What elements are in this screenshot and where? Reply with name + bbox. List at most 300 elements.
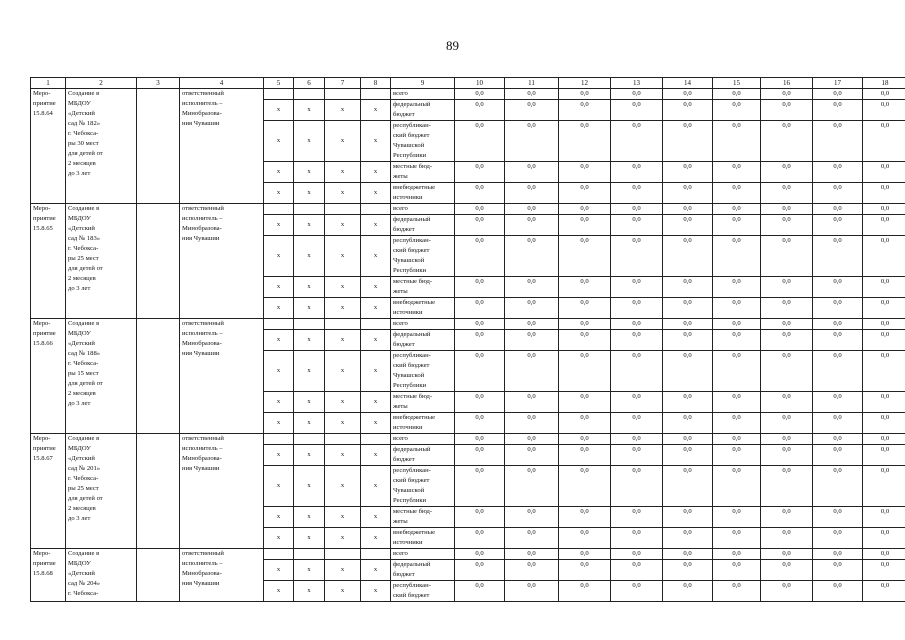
classification-mark: х [294,236,325,277]
value-cell: 0,0 [455,507,505,528]
funding-source-line: местные бюд- [393,278,433,285]
classification-mark: х [264,236,294,277]
value-cell: 0,0 [761,298,813,319]
event-code-line: 15.8.68 [33,570,53,577]
value-cell: 0,0 [761,319,813,330]
classification-mark [361,549,391,560]
funding-source-line: источники [393,539,423,546]
funding-source-line: местные бюд- [393,163,433,170]
value-cell: 0,0 [559,445,611,466]
value-cell: 0,0 [863,162,905,183]
value-cell: 0,0 [559,560,611,581]
funding-source [391,392,455,413]
event-executor [180,434,264,549]
value-cell: 0,0 [559,507,611,528]
page-number: 89 [446,38,459,53]
event-name-line: до 3 лет [68,285,91,292]
classification-mark: х [294,351,325,392]
value-cell: 0,0 [559,277,611,298]
funding-source-line: Чувашской [393,487,425,494]
event-executor-line: Минобразова- [182,340,222,347]
column-header-3: 3 [137,78,180,89]
event-executor-line: ния Чувашии [182,120,220,127]
classification-mark: х [294,162,325,183]
funding-source-line: республикан- [393,467,431,474]
value-cell: 0,0 [663,413,713,434]
funding-source [391,351,455,392]
event-executor-line: исполнитель – [182,100,223,107]
funding-source [391,121,455,162]
classification-mark: х [264,466,294,507]
funding-source-line: источники [393,424,423,431]
event-executor-line: ответственный [182,320,224,327]
value-cell: 0,0 [761,392,813,413]
funding-source-line: республикан- [393,582,431,589]
value-cell: 0,0 [505,319,559,330]
value-cell: 0,0 [713,89,761,100]
event-name-line: МБДОУ [68,445,91,452]
classification-mark: х [264,413,294,434]
value-cell: 0,0 [559,215,611,236]
event-code [31,204,66,319]
classification-mark [294,434,325,445]
funding-source-line: всего [393,550,408,557]
event-code-line: приятие [33,330,56,337]
event-name-line: Создание в [68,90,100,97]
funding-source-line: местные бюд- [393,508,433,515]
value-cell: 0,0 [813,298,863,319]
classification-mark: х [264,215,294,236]
value-cell: 0,0 [505,507,559,528]
value-cell: 0,0 [813,560,863,581]
value-cell: 0,0 [761,89,813,100]
value-cell: 0,0 [663,215,713,236]
value-cell: 0,0 [813,121,863,162]
value-cell: 0,0 [505,351,559,392]
value-cell: 0,0 [505,581,559,602]
value-cell: 0,0 [663,330,713,351]
event-executor-line: ответственный [182,205,224,212]
value-cell: 0,0 [663,204,713,215]
value-cell: 0,0 [455,298,505,319]
value-cell: 0,0 [761,581,813,602]
event-name-line: ры 30 мест [68,140,99,147]
value-cell: 0,0 [559,89,611,100]
value-cell: 0,0 [611,298,663,319]
event-name-line: Создание в [68,205,100,212]
funding-source-line: источники [393,309,423,316]
value-cell: 0,0 [559,236,611,277]
value-cell: 0,0 [663,183,713,204]
classification-mark: х [325,581,361,602]
funding-source-line: федеральный [393,101,431,108]
value-cell: 0,0 [761,330,813,351]
value-cell: 0,0 [863,507,905,528]
classification-mark [264,204,294,215]
event-name-line: МБДОУ [68,215,91,222]
event-name-line: 2 месяцев [68,505,96,512]
funding-source-line: жеты [393,518,408,525]
column-header-1: 1 [31,78,66,89]
event-executor [180,319,264,434]
classification-mark: х [294,215,325,236]
value-cell: 0,0 [863,183,905,204]
value-cell: 0,0 [761,434,813,445]
event-name-line: «Детский [68,340,95,347]
event-name-line: «Детский [68,225,95,232]
classification-mark: х [325,351,361,392]
value-cell: 0,0 [713,298,761,319]
event-name-line: г. Чебокса- [68,130,99,137]
event-executor-line: исполнитель – [182,445,223,452]
classification-mark: х [361,351,391,392]
event-name-line: сад № 204» [68,580,101,587]
value-cell: 0,0 [863,413,905,434]
event-name-line: до 3 лет [68,515,91,522]
value-cell: 0,0 [761,507,813,528]
event-name-line: ры 25 мест [68,485,99,492]
value-cell: 0,0 [559,581,611,602]
funding-source [391,89,455,100]
event-name-line: для детей от [68,150,103,157]
funding-source-line: всего [393,320,408,327]
event-code-line: приятие [33,560,56,567]
value-cell: 0,0 [505,277,559,298]
value-cell: 0,0 [663,277,713,298]
column-header-6: 6 [294,78,325,89]
event-name [66,319,137,434]
event-executor-line: Минобразова- [182,225,222,232]
value-cell: 0,0 [559,528,611,549]
value-cell: 0,0 [505,162,559,183]
value-cell: 0,0 [761,215,813,236]
funding-source-line: федеральный [393,561,431,568]
value-cell: 0,0 [455,319,505,330]
value-cell: 0,0 [559,351,611,392]
event-name-line: сад № 188» [68,350,101,357]
value-cell: 0,0 [611,581,663,602]
classification-mark: х [264,330,294,351]
table-row [31,89,905,100]
event-name-line: 2 месяцев [68,390,96,397]
funding-source-line: ский бюджет [393,592,430,599]
event-code-line: приятие [33,445,56,452]
value-cell: 0,0 [813,466,863,507]
value-cell: 0,0 [663,100,713,121]
value-cell: 0,0 [713,549,761,560]
classification-mark: х [264,183,294,204]
value-cell: 0,0 [813,528,863,549]
event-code-line: Меро- [33,435,51,442]
value-cell: 0,0 [505,236,559,277]
classification-mark: х [325,445,361,466]
value-cell: 0,0 [663,549,713,560]
column-header-15: 15 [713,78,761,89]
value-cell: 0,0 [505,215,559,236]
value-cell: 0,0 [713,507,761,528]
classification-mark: х [294,183,325,204]
value-cell: 0,0 [505,413,559,434]
classification-mark: х [264,100,294,121]
event-code-line: 15.8.67 [33,455,53,462]
classification-mark: х [361,298,391,319]
value-cell: 0,0 [455,560,505,581]
funding-source-line: жеты [393,173,408,180]
classification-mark: х [264,560,294,581]
event-name-line: Создание в [68,435,100,442]
value-cell: 0,0 [455,121,505,162]
value-cell: 0,0 [863,298,905,319]
budget-table [30,77,905,602]
value-cell: 0,0 [813,330,863,351]
funding-source-line: жеты [393,403,408,410]
value-cell: 0,0 [505,560,559,581]
event-name-line: «Детский [68,570,95,577]
value-cell: 0,0 [611,215,663,236]
value-cell: 0,0 [559,319,611,330]
event-name-line: до 3 лет [68,170,91,177]
event-name-line: до 3 лет [68,400,91,407]
column-header-12: 12 [559,78,611,89]
classification-mark: х [361,100,391,121]
classification-mark [294,549,325,560]
event-executor [180,89,264,204]
event-name-line: для детей от [68,265,103,272]
funding-source-line: республикан- [393,237,431,244]
event-name-line: Создание в [68,550,100,557]
value-cell: 0,0 [663,445,713,466]
value-cell: 0,0 [611,204,663,215]
value-cell: 0,0 [713,581,761,602]
value-cell: 0,0 [813,183,863,204]
event-name-line: «Детский [68,455,95,462]
value-cell: 0,0 [863,434,905,445]
funding-source-line: бюджет [393,341,415,348]
funding-source-line: внебюджетные [393,184,436,191]
funding-source-line: федеральный [393,216,431,223]
value-cell: 0,0 [713,204,761,215]
value-cell: 0,0 [713,100,761,121]
funding-source [391,100,455,121]
event-name-line: МБДОУ [68,560,91,567]
value-cell: 0,0 [663,581,713,602]
event-name-line: ры 25 мест [68,255,99,262]
value-cell: 0,0 [813,434,863,445]
event-executor-line: ответственный [182,90,224,97]
value-cell: 0,0 [813,100,863,121]
value-cell: 0,0 [761,121,813,162]
classification-mark: х [325,183,361,204]
event-executor-line: исполнитель – [182,330,223,337]
value-cell: 0,0 [505,121,559,162]
column-header-11: 11 [505,78,559,89]
value-cell: 0,0 [713,528,761,549]
value-cell: 0,0 [611,162,663,183]
funding-source-line: бюджет [393,571,415,578]
value-cell: 0,0 [559,549,611,560]
funding-source [391,277,455,298]
classification-mark: х [294,277,325,298]
value-cell: 0,0 [813,549,863,560]
table-body [31,78,905,602]
classification-mark [264,434,294,445]
event-code-line: 15.8.66 [33,340,53,347]
event-code [31,434,66,549]
value-cell: 0,0 [713,330,761,351]
event-executor [180,204,264,319]
value-cell: 0,0 [761,413,813,434]
value-cell: 0,0 [559,183,611,204]
value-cell: 0,0 [505,392,559,413]
classification-mark: х [325,330,361,351]
classification-mark: х [361,528,391,549]
event-code [31,319,66,434]
event-name-line: МБДОУ [68,330,91,337]
classification-mark: х [294,392,325,413]
classification-mark: х [264,581,294,602]
value-cell: 0,0 [455,413,505,434]
funding-source [391,162,455,183]
event-code-line: 15.8.65 [33,225,53,232]
value-cell: 0,0 [863,121,905,162]
value-cell: 0,0 [559,434,611,445]
event-name [66,204,137,319]
value-cell: 0,0 [663,162,713,183]
column-header-13: 13 [611,78,663,89]
classification-mark [264,319,294,330]
classification-mark [361,319,391,330]
event-name-line: сад № 183» [68,235,101,242]
funding-source-line: жеты [393,288,408,295]
funding-source [391,528,455,549]
table-row [31,549,905,560]
classification-mark: х [294,466,325,507]
value-cell: 0,0 [455,236,505,277]
funding-source-line: Чувашской [393,372,425,379]
funding-source-line: Республики [393,152,427,159]
classification-mark: х [325,392,361,413]
classification-mark: х [325,560,361,581]
value-cell: 0,0 [611,121,663,162]
classification-mark: х [361,330,391,351]
value-cell: 0,0 [505,298,559,319]
event-col3-empty [137,434,180,549]
value-cell: 0,0 [813,507,863,528]
value-cell: 0,0 [713,351,761,392]
classification-mark: х [361,466,391,507]
event-code-line: 15.8.64 [33,110,53,117]
classification-mark: х [361,183,391,204]
event-name-line: для детей от [68,380,103,387]
value-cell: 0,0 [863,560,905,581]
event-code [31,549,66,602]
value-cell: 0,0 [559,413,611,434]
value-cell: 0,0 [813,351,863,392]
value-cell: 0,0 [455,89,505,100]
funding-source-line: федеральный [393,331,431,338]
value-cell: 0,0 [611,445,663,466]
value-cell: 0,0 [455,204,505,215]
event-col3-empty [137,89,180,204]
classification-mark: х [361,277,391,298]
classification-mark: х [361,507,391,528]
classification-mark: х [325,413,361,434]
value-cell: 0,0 [559,298,611,319]
value-cell: 0,0 [713,466,761,507]
column-number-row [31,78,905,89]
event-code-line: Меро- [33,205,51,212]
value-cell: 0,0 [813,236,863,277]
funding-source [391,581,455,602]
event-executor-line: ния Чувашии [182,580,220,587]
value-cell: 0,0 [663,89,713,100]
funding-source [391,215,455,236]
classification-mark: х [294,581,325,602]
value-cell: 0,0 [863,351,905,392]
value-cell: 0,0 [455,581,505,602]
event-name-line: 2 месяцев [68,275,96,282]
classification-mark: х [325,466,361,507]
value-cell: 0,0 [863,466,905,507]
value-cell: 0,0 [611,549,663,560]
funding-source [391,549,455,560]
classification-mark [325,549,361,560]
classification-mark: х [294,413,325,434]
value-cell: 0,0 [813,215,863,236]
funding-source [391,434,455,445]
event-name-line: для детей от [68,495,103,502]
value-cell: 0,0 [505,183,559,204]
classification-mark [294,89,325,100]
event-executor-line: ния Чувашии [182,465,220,472]
classification-mark: х [264,121,294,162]
value-cell: 0,0 [713,434,761,445]
value-cell: 0,0 [455,445,505,466]
event-executor-line: Минобразова- [182,570,222,577]
value-cell: 0,0 [813,581,863,602]
event-name-line: г. Чебокса- [68,475,99,482]
value-cell: 0,0 [863,445,905,466]
value-cell: 0,0 [713,215,761,236]
classification-mark: х [325,528,361,549]
value-cell: 0,0 [663,298,713,319]
column-header-18: 18 [863,78,905,89]
value-cell: 0,0 [455,100,505,121]
funding-source-line: ский бюджет [393,477,430,484]
value-cell: 0,0 [863,204,905,215]
value-cell: 0,0 [611,413,663,434]
classification-mark: х [361,215,391,236]
event-name-line: «Детский [68,110,95,117]
value-cell: 0,0 [611,528,663,549]
event-code-line: Меро- [33,320,51,327]
value-cell: 0,0 [713,445,761,466]
funding-source [391,330,455,351]
event-executor-line: исполнитель – [182,215,223,222]
event-executor-line: ответственный [182,550,224,557]
column-header-5: 5 [264,78,294,89]
value-cell: 0,0 [505,330,559,351]
value-cell: 0,0 [611,351,663,392]
value-cell: 0,0 [611,507,663,528]
value-cell: 0,0 [505,100,559,121]
value-cell: 0,0 [559,392,611,413]
event-name-line: г. Чебокса- [68,245,99,252]
event-name-line: г. Чебокса- [68,360,99,367]
value-cell: 0,0 [611,330,663,351]
value-cell: 0,0 [863,100,905,121]
value-cell: 0,0 [663,121,713,162]
